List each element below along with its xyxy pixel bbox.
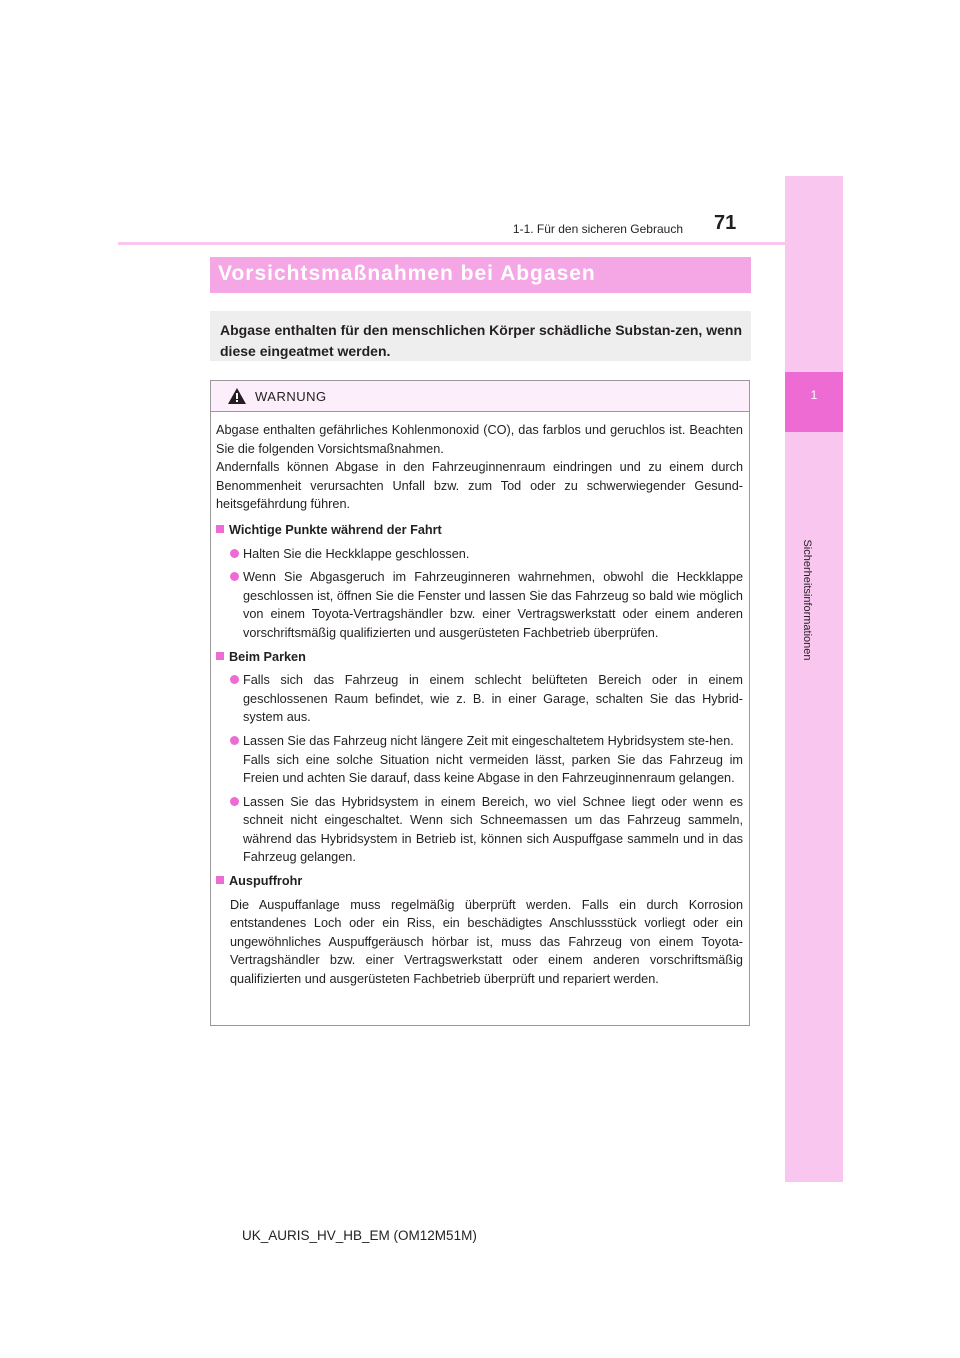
header-rule [118,242,785,245]
section-heading-parking: Beim Parken [216,648,743,667]
page-number: 71 [714,212,737,234]
intro-text: Abgase enthalten für den menschlichen Körper schädliche Substan-zen, wenn diese eingeatmet werden. [220,322,742,359]
list-item: Halten Sie die Heckklappe geschlossen. [230,545,743,564]
document-footer: UK_AURIS_HV_HB_EM (OM12M51M) [242,1228,477,1243]
list-item: Wenn Sie Abgasgeruch im Fahrzeuginneren wahrnehmen, obwohl die Heckklappe geschlossen ist, öffnen Sie die Fenster und lassen Sie das Fahrzeug so bald wie möglich von einem Toyota-Vertragshändler bzw. einer Vertragswerkstatt oder einem anderen vorschriftsmäßig qualifizierten und ausgerüsteten Fachbetrieb überprüfen. [230,568,743,642]
square-bullet-icon [216,876,224,884]
page-title: Vorsichtsmaßnahmen bei Abgasen [218,262,596,285]
chapter-side-tab [785,176,843,1182]
section-text: Die Auspuffanlage muss regelmäßig überprüft werden. Falls ein durch Korrosion entstandenes Loch oder ein Riss, ein beschädigtes Anschlussstück vorliegt oder ein ungewöhnliches Auspuffgeräusch hörbar ist, muss das Fahrzeug von einem Toyota-Vertragshändler bzw. einer Vertragswerkstatt oder einem anderen vorschriftsmäßig qualifizierten und ausgerüsteten Fachbetrieb überprüft und repariert werden. [230,897,743,987]
square-bullet-icon [216,652,224,660]
circle-bullet-icon [230,675,239,684]
list-item: Falls sich das Fahrzeug in einem schlecht belüfteten Bereich oder in einem geschlossenen Raum befindet, wie z. B. in einer Garage, schalten Sie das Hybrid-system aus. [230,671,743,727]
circle-bullet-icon [230,572,239,581]
warning-body [211,412,749,989]
warning-label: WARNUNG [255,389,327,404]
circle-bullet-icon [230,797,239,806]
warning-paragraph: Abgase enthalten gefährliches Kohlenmonoxid (CO), das farblos und geruchlos ist. Beachten Sie die folgenden Vorsichtsmaßnahmen. Andernfalls können Abgase in den Fahrzeuginnenraum eindringen und zu einem durch Benommenheit verursachten Unfall bzw. zum Tod oder zu schwerwiegender Gesund-heitsgefährdung führen. [216,423,743,512]
chapter-marker [785,372,843,432]
square-bullet-icon [216,525,224,533]
intro-box [210,311,751,361]
section-title: 1-1. Für den sicheren Gebrauch [512,222,683,236]
section-heading-driving: Wichtige Punkte während der Fahrt [216,521,743,540]
chapter-number: 1 [810,388,818,402]
warning-box [210,380,750,1026]
list-item: Lassen Sie das Hybridsystem in einem Bereich, wo viel Schnee liegt oder wenn es schneit nicht eingeschaltet. Wenn sich Schneemassen um das Fahrzeug sammeln, während das Hybridsystem in Betrieb ist, können sich Auspuffgase sammeln und in das Fahrzeug gelangen. [230,793,743,867]
title-bar [210,257,751,293]
circle-bullet-icon [230,549,239,558]
list-item: Lassen Sie das Fahrzeug nicht längere Zeit mit eingeschaltetem Hybridsystem ste-hen. Falls sich eine solche Situation nicht vermeiden lässt, parken Sie das Fahrzeug im Freien und achten Sie darauf, dass keine Abgase in den Fahrzeuginnenraum gelangen. [230,732,743,788]
warning-header [211,381,749,412]
section-heading-exhaust: Auspuffrohr [216,872,743,891]
warning-triangle-icon [228,388,246,404]
circle-bullet-icon [230,736,239,745]
